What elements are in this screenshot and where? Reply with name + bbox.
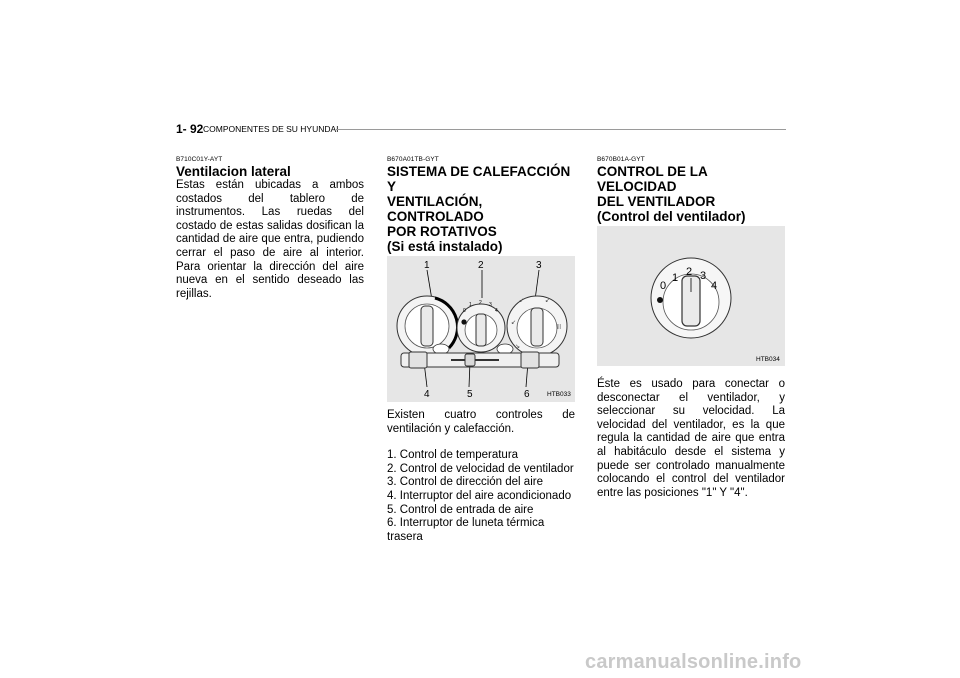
svg-text:↙: ↙ [511,320,517,326]
list-item: 6. Interruptor de luneta térmica trasera [387,517,545,543]
heater-panel-illustration [387,256,575,402]
heading-line: (Control del ventilador) [597,209,746,224]
heading-line: (Si está instalado) [387,239,503,254]
list-item: 2. Control de velocidad de ventilador [387,462,574,475]
section-body: Estas están ubicadas a ambos costados del tablero de instrumentos. Las ruedas del costado de estas salidas dosifican la cantidad de aire que entra, pudiendo cerrar el paso de aire al interior. Para orientar la dirección del aire nueva en el sentido deseado las rejillas. [176,179,364,300]
section-code: B670A01TB-GYT [387,156,439,163]
intro-text: Existen cuatro controles de ventilación y calefacción. [387,409,575,435]
callout-3: 3 [536,260,542,271]
section-heading [387,164,575,254]
callout-1: 1 [424,260,430,271]
heading-line: POR ROTATIVOS [387,224,497,239]
speed-3: 3 [700,270,707,282]
section-code: B670B01A-GYT [597,156,645,163]
fan-scale-3: 3 [489,302,492,308]
header-rule [336,129,786,130]
fan-scale-1: 1 [469,302,472,308]
list-item: 1. Control de temperatura [387,449,519,462]
controls-list [387,449,575,544]
speed-4: 4 [711,280,718,292]
section-title: COMPONENTES DE SU HYUNDAI [203,124,339,134]
heading-line: SISTEMA DE CALEFACCIÓN Y [387,164,571,194]
column-fan-speed [597,156,785,500]
figure-code: HTB034 [756,356,780,363]
list-item: 4. Interruptor del aire acondicionado [387,489,572,502]
heading-line: CONTROL DE LA VELOCIDAD [597,164,708,194]
svg-text:↙: ↙ [519,298,525,304]
callout-2: 2 [478,260,484,271]
callout-4: 4 [424,389,430,400]
fan-scale-2: 2 [479,300,482,306]
fan-scale-0: 0 [463,308,466,314]
figure-code: HTB033 [547,391,571,398]
list-item: 3. Control de dirección del aire [387,476,543,489]
fan-knob-illustration [597,226,785,366]
list-item: 5. Control de entrada de aire [387,503,534,516]
column-heating-system [387,156,575,544]
fan-control-figure [597,226,785,366]
heading-line: DEL VENTILADOR [597,194,716,209]
svg-text:|||: ||| [557,324,561,330]
callout-5: 5 [467,389,473,400]
section-heading: Ventilacion lateral [176,164,291,179]
svg-text:↙: ↙ [545,298,551,304]
section-heading [597,164,785,224]
fan-scale-4: 4 [495,308,498,314]
page-number: 1- 92 [176,122,204,136]
speed-2: 2 [686,266,693,278]
speed-0: 0 [660,280,667,292]
heading-line: VENTILACIÓN, CONTROLADO [387,194,484,224]
callout-6: 6 [524,389,530,400]
heater-controls-figure [387,256,575,402]
watermark: carmanualsonline.info [585,651,802,673]
svg-text:↘: ↘ [515,344,521,350]
speed-1: 1 [672,272,679,284]
section-body: Éste es usado para conectar o desconectar el ventilador, y seleccionar su velocidad. La velocidad del ventilador, es la que regula la cantidad de aire que entra al habitáculo desde el sistema y puede ser controlado manualmente colocando el control del ventilador entre las posiciones "1" Y "4". [597,378,785,499]
column-lateral-vents [176,156,364,301]
section-code: B710C01Y-AYT [176,156,223,163]
